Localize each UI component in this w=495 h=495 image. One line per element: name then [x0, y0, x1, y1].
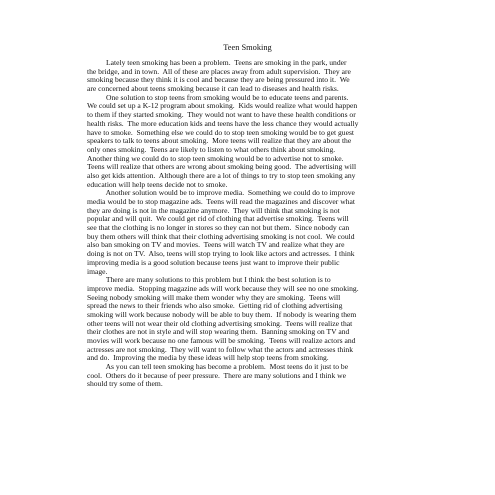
- text-line: actresses are not smoking. They will want to follow what the actors and actresses think: [87, 344, 353, 354]
- text-line: image.: [87, 266, 108, 276]
- text-line: buy them others will think that their clothing advertising smoking is not cool. We could: [87, 231, 355, 241]
- text-line: they are doing is not in the magazine anymore. They will think that smoking is not: [87, 205, 340, 215]
- text-line: only ones smoking. Teens are likely to listen to what others think about smoking.: [87, 144, 336, 154]
- text-line: spread the news to their friends who also smoke. Getting rid of clothing advertising: [87, 301, 343, 311]
- text-line: smoking because they think it is cool and because they are being pressured into it. We: [87, 75, 350, 85]
- text-line: movies will work because no one famous will be smoking. Teens will realize actors and: [87, 336, 356, 345]
- text-line: smoking will work because nobody will be able to buy them. If nobody is wearing them: [87, 309, 357, 319]
- text-line: Teens will realize that others are wrong about smoking being good. The advertising will: [87, 162, 357, 172]
- text-line: improve media. Stopping magazine ads will work because they will see no one smoking.: [87, 283, 359, 293]
- text-line: speakers to talk to teens about smoking. More teens will realize that they are about the: [87, 136, 352, 146]
- text-line: see that the clothing is no longer in stores so they can not but them. Since nobody can: [87, 223, 350, 233]
- text-line: cool. Others do it because of peer pressure. There are many solutions and I think we: [87, 370, 347, 380]
- text-line: Seeing nobody smoking will make them wonder why they are smoking. Teens will: [87, 292, 341, 302]
- text-line: Lately teen smoking has been a problem. Teens are smoking in the park, under: [87, 58, 347, 67]
- text-line: their clothes are not in style and will stop wearing them. Banning smoking on TV and: [87, 327, 350, 337]
- text-line: the bridge, and in town. All of these are places away from adult supervision. They are: [87, 66, 351, 76]
- text-line: popular and will quit. We could get rid of clothing that advertise smoking. Teens will: [87, 214, 349, 224]
- text-line: also get kids attention. Although there are a lot of things to try to stop teen smoking any: [87, 170, 356, 180]
- text-line: have to smoke. Something else we could do to stop teen smoking would be to get guest: [87, 127, 355, 137]
- text-line: media would be to stop magazine ads. Teens will read the magazines and discover what: [87, 197, 355, 206]
- text-line: education will help teens decide not to smoke.: [87, 179, 228, 189]
- text-line: There are many solutions to this problem but I think the best solution is to: [87, 275, 331, 285]
- text-line: Another solution would be to improve media. Something we could do to improve: [87, 188, 355, 198]
- text-line: and do. Improving the media by these ideas will help stop teens from smoking.: [87, 353, 329, 363]
- text-line: As you can tell teen smoking has become a problem. Most teens do it just to be: [87, 362, 349, 372]
- text-line: One solution to stop teens from smoking would be to educate teens and parents.: [87, 92, 349, 102]
- text-line: We could set up a K-12 program about smoking. Kids would realize what would happen: [87, 101, 358, 111]
- text-line: Another thing we could do to stop teen smoking would be to advertise not to smoke.: [87, 153, 344, 163]
- text-line: to them if they started smoking. They would not want to have these health conditions or: [87, 110, 356, 120]
- document-body: [87, 59, 419, 389]
- document-title: Teen Smoking: [223, 43, 272, 52]
- text-line: also ban smoking on TV and movies. Teens will watch TV and realize what they are: [87, 240, 345, 250]
- text-line: improving media is a good solution because teens just want to improve their public: [87, 257, 340, 267]
- text-line: doing is not on TV. Also, teens will stop trying to look like actors and actresses. I think: [87, 249, 355, 259]
- text-line: other teens will not wear their old clothing advertising smoking. Teens will realize that: [87, 318, 353, 328]
- text-line: are concerned about teens smoking because it can lead to diseases and health risks.: [87, 84, 339, 94]
- text-line: should try some of them.: [87, 379, 163, 389]
- text-line: health risks. The more education kids and teens have the less chance they would actually: [87, 118, 359, 128]
